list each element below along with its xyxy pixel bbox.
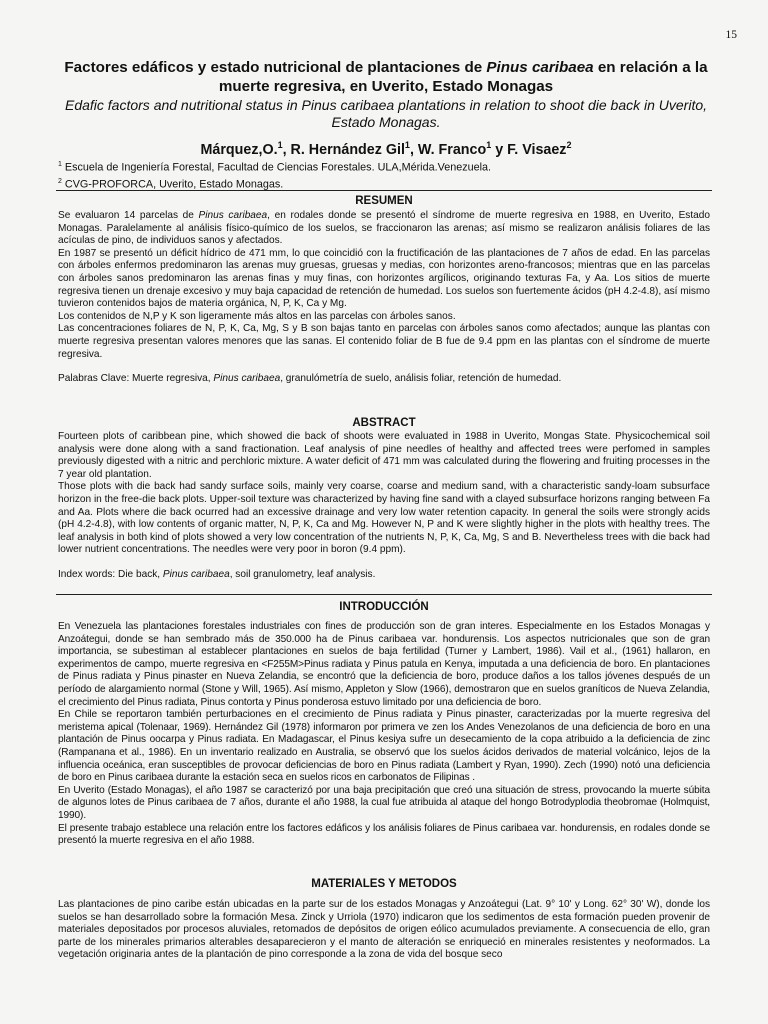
affiliation-1: $^1$ Escuela de Ingeniería Forestal, Facultad de Ciencias Forestales. ULA,Mérida.Venezuela. bbox=[58, 161, 492, 174]
page-number: 15 bbox=[725, 29, 737, 41]
divider bbox=[56, 594, 712, 595]
introduccion-body bbox=[58, 621, 710, 848]
author-list: Márquez,O.$^1$, R. Hernández Gil$^1$, W. Franco$^1$ y F. Visaez$^2$ bbox=[200, 140, 572, 158]
abstract-body bbox=[58, 431, 710, 582]
affiliations bbox=[58, 158, 491, 191]
abstract-paragraph: Fourteen plots of caribbean pine, which showed die back of shoots were evaluated in 1988 in Uverito, Mongas State. Physicochemical soil analysis were done along with a sand fractionation. Leaf analysis of pine needles of healthy and affected trees were perfomed in samples previously digested with a nitric and perchloric mixture. A water deficit of 471 mm was calculated during the flowering and fruiting processes in the 7 year old plantation. bbox=[58, 431, 710, 480]
abstract-heading: ABSTRACT bbox=[352, 417, 416, 429]
materiales-paragraph: Las plantaciones de pino caribe están ubicadas en la parte sur de los estados Monagas y Anzoátegui (Lat. 9° 10' y Long. 62° 30' W), donde los suelos se han desarrollado sobre la formación Mesa. Zinck y Urriola (1970) indicaron que los sedimentos de esta formación pueden provenir de materiales depositados por procesos aluviales, retomados de depósitos de origen eólico acumulados previamente. A consecuencia de ello, gran parte de los minerales primarios alterables desaparecieron y el manto de alteración se enriqueció en minerales resistentes y neoformados. La vegetación originaria antes de la plantación de pino corresponde a la zona de vida del bosque seco bbox=[58, 899, 710, 961]
introduccion-paragraph: En Uverito (Estado Monagas), el año 1987 se caracterizó por una baja precipitación que creó una situación de stress, provocando la muerte súbita de algunos lotes de Pinus caribaea de 7 años, durante el año 1988, la cual fue atribuida al ataque del hongo Botrodyplodia theobromae (Holmquist, 1990). bbox=[58, 784, 710, 821]
divider bbox=[56, 190, 712, 191]
introduccion-paragraph: En Venezuela las plantaciones forestales industriales con fines de producción son de gran interes. Especialmente en los Estados Monagas y Anzoátegui, donde se han sembrado más de 350.000 ha de Pinus caribaea var. hondurensis. Los aspectos nutricionales que son de gran importancia, se subestiman al establecer plantaciones en suelos de baja fertilidad (Turner y Lambert, 1986). Vail et al., (1961) hallaron, en experimentos de campo, muerte regresiva en <F255M>Pinus radiata y Pinus patula en Kenya, imputada a una deficiencia de boro. En plantaciones de Pinus radiata y Pinus pinaster en Nueva Zelandia, se encontró que la deficiencia de boro, produce daños a los tallos jóvenes después de un período de alargamiento normal (Stone y Will, 1965). Así mismo, Appleton y Slow (1966), demostraron que en suelos graníticos de Nueva Zelandia, el crecimiento del Pinus radiata, Pinus contorta y Pinus ponderosa estuvo limitado por una deficiencia de boro. bbox=[58, 621, 710, 708]
resumen-paragraph: Se evaluaron 14 parcelas de Pinus caribaea, en rodales donde se presentó el síndrome de muerte regresiva en 1988, en Uverito, Estado Monagas. Paralelamente al análisis físico-químico de los suelos, se fraccionaron las arenas; así mismo se realizaron análisis foliares de las acículas de pino, de individuos sanos y afectados. bbox=[58, 210, 711, 247]
abstract-keywords: Index words: Die back, Pinus caribaea, soil granulometry, leaf analysis. bbox=[58, 568, 376, 580]
resumen-paragraph: En 1987 se presentó un déficit hídrico de 471 mm, lo que coincidió con la fructificación de las plantaciones de 7 años de edad. En las parcelas con árboles enfermos predominaron las arenas muy gruesas, gruesas y medias, con horizontes areno-francosos; mientras que en las parcelas con árboles sanos predominaron las arenas finas y muy finas, con horizontes argílicos, originando texturas Fa, y Aa. Los sitios de muerte regresiva tienen un drenaje excesivo y muy baja capacidad de retención de humedad. Los suelos son fuertemente ácidos (pH 4.2-4.8), así mismo tuvieron contenidos bajos de materia orgánica, N, P, K, Ca y Mg. bbox=[58, 247, 710, 310]
resumen-keywords: Palabras Clave: Muerte regresiva, Pinus caribaea, granulómetría de suelo, análisis foliar, retención de humedad. bbox=[58, 373, 562, 385]
paper-title: Factores edáficos y estado nutricional de plantaciones de Pinus caribaea en relación a la muerte regresiva, en Uverito, Estado Monagas bbox=[64, 59, 708, 95]
materiales-heading: MATERIALES Y METODOS bbox=[311, 878, 457, 890]
resumen-paragraph: Las concentraciones foliares de N, P, K, Ca, Mg, S y B son bajas tanto en parcelas con árboles sanos como afectados; aunque las plantas con muerte regresiva presentan valores menores que las sanas. El contenido foliar de B fue de 9.4 ppm en las plantas con el síndrome de muerte regresiva. bbox=[58, 323, 710, 360]
resumen-heading: RESUMEN bbox=[355, 195, 413, 207]
materiales-body bbox=[58, 899, 710, 962]
affiliation-2: $^2$ CVG-PROFORCA, Uverito, Estado Monagas. bbox=[58, 177, 284, 191]
abstract-paragraph: Those plots with die back had sandy surface soils, mainly very coarse, coarse and medium sand, with a characteristic sandy-loam subsurface horizon in the free-die back plots. Upper-soil texture was characterized by having fine sand with a clayed subsurface horizons ranging between Fa and Aa. Plots where die back ocurred had an excessive drainage and very low water retention capacity. In general the soils were strongly acids (pH 4.2-4.8), with low contents of organic matter, N, P, K, Ca and Mg. However N, P and K were slightly higher in the plots with healthy trees. The leaf analysis in both kind of plots showed a very low concentration of the nutrients N, P, K, Ca, Mg, S and B. Nevertheless trees with die back had lower nutrient concentrations. The needles were very poor in boron (9.4 ppm). bbox=[58, 481, 710, 556]
resumen-paragraph: Los contenidos de N,P y K son ligeramente más altos en las parcelas con árboles sanos. bbox=[58, 310, 456, 322]
introduccion-paragraph: El presente trabajo establece una relación entre los factores edáficos y los análisis foliares de Pinus caribaea var. hondurensis, en rodales donde se presentó la muerte regresiva en el año 1988. bbox=[58, 822, 710, 847]
paper-title-english: Edafic factors and nutritional status in Pinus caribaea plantations in relation to shoot die back in Uverito, Estado Monagas. bbox=[64, 97, 708, 130]
resumen-body bbox=[58, 210, 710, 386]
introduccion-paragraph: En Chile se reportaron también perturbaciones en el crecimiento de Pinus radiata y Pinus pinaster, caracterizadas por la muerte regresiva del meristema apical (Tolenaar, 1969). Hernández Gil (1978) informaron por primera ve zen los Andes Venezolanos de una deficiencia de boro en una plantación de Pinus oocarpa y Pinus radiata. En Madagascar, el Pinus kesiya sufre un desecamiento de la copa atribuido a la deficiencia de zinc (Rampanana et al., 1986). En un inventario realizado en Australia, se observó que los suelos ácidos derivados de material volcánico, lejos de la influencia oceánica, eran susceptibles de provocar deficiencias de boro en Pinus radiata (Lambert y Ryan, 1990). Zech (1990) notó una deficiencia de boro en Pinus caribaea durante la estación seca en suelos ricos en carbonatos de Filipinas . bbox=[58, 709, 710, 784]
title-block bbox=[56, 58, 716, 158]
introduccion-heading: INTRODUCCIÓN bbox=[339, 601, 429, 613]
